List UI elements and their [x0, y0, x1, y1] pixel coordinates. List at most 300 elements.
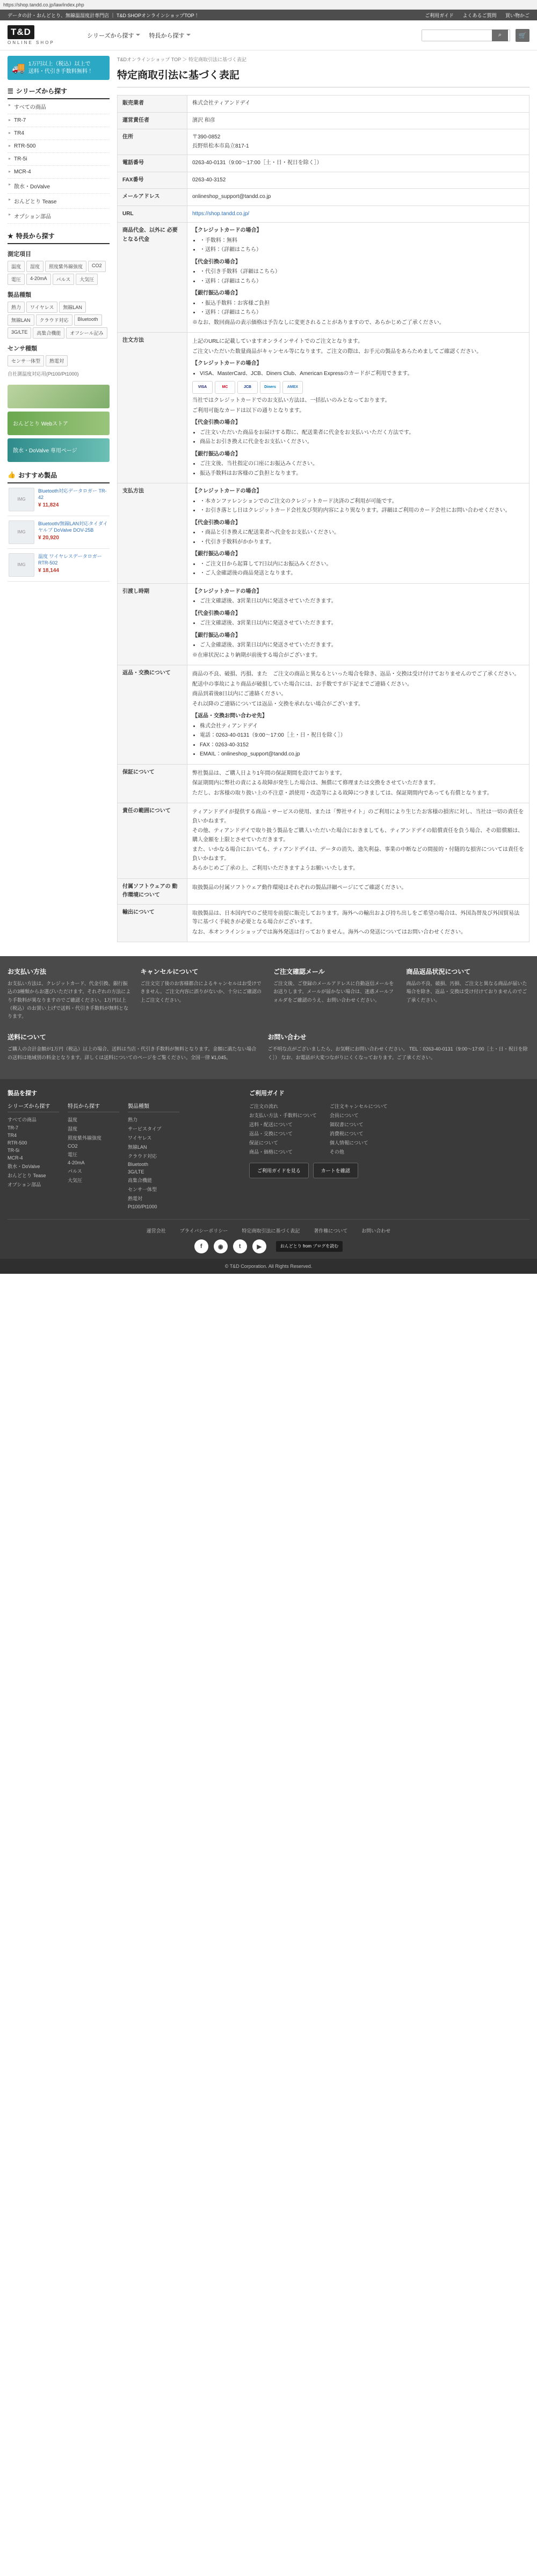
card-visa-icon: VISA	[192, 381, 213, 394]
table-row	[118, 112, 529, 129]
footer-link-legal[interactable]: 特定商取引法に基づく表記	[242, 1228, 300, 1234]
footer-link-privacy-policy[interactable]: プライバシーポリシー	[179, 1228, 228, 1234]
product-price: ¥ 11,824	[38, 502, 59, 508]
list-item[interactable]	[8, 549, 110, 582]
section-list	[200, 722, 524, 759]
section-heading: 【代金引換の場合】	[192, 610, 241, 617]
row-label: 付属ソフトウェアの 動作環境について	[118, 878, 187, 904]
guide-link-payment[interactable]: お支払い方法・手数料について	[249, 1113, 317, 1119]
list-item: • ・代引き手数料（詳細はこちら）	[200, 268, 524, 277]
list-item[interactable]	[8, 483, 110, 516]
chip-pressure[interactable]: 大気圧	[76, 274, 98, 285]
nav-item-features[interactable]: 特長から探す	[143, 28, 194, 43]
utility-bar	[0, 10, 537, 20]
info-col-cancel	[141, 967, 264, 1025]
row-value	[187, 223, 529, 333]
sidebar-item-tr4[interactable]: ▸ TR4	[8, 127, 110, 140]
list-item: • FAX：0263-40-3152	[200, 741, 524, 750]
list-item: • VISA、MasterCard、JCB、Diners Club、American Expressのカードがご利用できます。	[200, 370, 524, 379]
site-logo[interactable]	[8, 25, 72, 45]
value-paragraph: なお、本オンラインショップでは海外発送は行っておりません。海外への発送についてはお問い合わせください。	[192, 929, 466, 935]
utility-link-guide[interactable]: ご利用ガイド	[425, 12, 454, 18]
feature-chips-type	[8, 302, 110, 339]
footer-top	[8, 1089, 529, 1210]
promo-text	[28, 61, 93, 75]
sidebar-series-list	[8, 99, 110, 224]
chip-humidity[interactable]: 湿度	[26, 261, 43, 272]
footer-guide	[249, 1089, 529, 1210]
info-cols-row1	[8, 967, 529, 1025]
footer-link-wlan[interactable]: 無線LAN	[128, 1144, 147, 1150]
product-name[interactable]: Bluetooth/無線LAN対応タイダイヤルブ DoValve DOV-25B	[38, 520, 108, 533]
footer-link-mcr4[interactable]: MCR-4	[8, 1155, 23, 1161]
value-paragraph: 上記のURLに記載していますオンラインサイトでのご注文となります。	[192, 339, 364, 344]
sidebar-banner-dovalve-label: 散水・DoValve 専用ページ	[13, 448, 77, 454]
table-row	[118, 333, 529, 483]
section-list	[200, 619, 524, 628]
info-body-shipping: ご購入の合計金額が1万円（税込）以上の場合、送料は当店・代引き手数料が無料となります。金額に満たない場合の送料は地域別の料金となります。詳しくは送料についてのページをご覧ください。全国一律 ¥1,045。	[8, 1046, 257, 1060]
row-value	[187, 803, 529, 879]
table-row	[118, 155, 529, 172]
value-paragraph: ご利用可能なカードは以下の通りとなります。	[192, 407, 305, 414]
footer-col-types-list	[128, 1115, 179, 1210]
sidebar-item-tr7[interactable]: ▸ TR-7	[8, 114, 110, 127]
section-heading: 【銀行振込の場合】	[192, 451, 241, 457]
legal-table	[117, 95, 529, 942]
nav-item-series[interactable]: シリーズから探す	[82, 28, 143, 43]
feature-chips-sensor	[8, 355, 110, 366]
list-item: • ・お引き落とし日はクレジットカード会社及び契約内容により異なります。詳細はご利用のカード会社にお問い合わせください。	[200, 507, 524, 516]
section-list	[200, 560, 524, 578]
chip-thermal[interactable]: 熱力	[8, 302, 25, 313]
value-paragraph: 商品到着後8日以内にご連絡ください。	[192, 691, 287, 697]
footer-link-rtr500[interactable]: RTR-500	[8, 1140, 27, 1146]
row-label: メールアドレス	[118, 189, 187, 206]
section-heading: 【代金引換の場合】	[192, 519, 241, 526]
copyright: © T&D Corporation. All Rights Reserved.	[0, 1259, 537, 1274]
value-text: 0263-40-0131（9:00～17:00［土・日・祝日を除く］）	[192, 160, 322, 166]
chip-3glte[interactable]: 3G/LTE	[8, 327, 31, 339]
main-nav	[82, 28, 194, 43]
info-body-cancel: ご注文完了後のお客様都合によるキャンセルはお受けできません。ご注文内容に誤りがないか、十分にご確認の上ご注文ください。	[140, 981, 262, 1003]
info-title-payment: お支払い方法	[8, 968, 47, 975]
row-label: FAX番号	[118, 172, 187, 189]
list-item: • ・ご入金確認後の商品発送となります。	[200, 569, 524, 578]
row-value	[187, 904, 529, 942]
value-paragraph: 商品の不良、破損、汚損、また ご注文の商品と異なるといった場合を除き、返品・交換は受け付けておりませんのでご了承ください。	[192, 671, 520, 677]
row-value	[187, 172, 529, 189]
social-links	[8, 1239, 529, 1259]
info-title-cancel: キャンセルについて	[140, 968, 199, 975]
footer-link-cloud[interactable]: クラウド対応	[128, 1154, 157, 1159]
section-list	[200, 268, 524, 286]
row-value	[187, 583, 529, 665]
sidebar-item-all[interactable]: ▸ すべての商品	[8, 99, 110, 114]
sidebar-banner-dovalve[interactable]	[8, 438, 110, 462]
guide-link-products[interactable]: 商品・価格について	[249, 1149, 293, 1155]
star-icon: ★	[8, 232, 13, 240]
info-col-shipping	[8, 1032, 258, 1066]
row-value	[187, 129, 529, 155]
info-strip	[0, 956, 537, 1079]
product-info	[38, 520, 108, 544]
sidebar-recommend-heading	[8, 471, 110, 483]
sidebar-item-mcr4[interactable]: ▸ MCR-4	[8, 166, 110, 179]
value-paragraph: また、いかなる場合においても、ティアンドデイは、データの消失、逸失利益、事業の中断などの間接的・付随的な損害については責任を負いかねます。	[192, 847, 524, 862]
chip-highcap[interactable]: 高集合機能	[33, 327, 64, 339]
guide-link-cancel[interactable]: ご注文キャンセルについて	[329, 1104, 388, 1110]
page-body	[0, 50, 537, 942]
chip-sensor-integrated[interactable]: センサ一体型	[8, 355, 44, 366]
utility-link-faq[interactable]: よくあるご質問	[462, 12, 497, 18]
chip-cloud[interactable]: クラウド対応	[36, 314, 72, 326]
value-text: 0263-40-3152	[192, 177, 226, 183]
chip-wireless[interactable]: ワイヤレス	[26, 302, 57, 313]
value-paragraph: それ以降のご連絡については返品・交換を承れない場合がございます。	[192, 701, 364, 707]
list-item: • 電話：0263-40-0131（9:00～17:00［土・日・祝日を除く］）	[200, 731, 524, 740]
value-link[interactable]: https://shop.tandd.co.jp/	[192, 210, 250, 217]
row-value	[187, 764, 529, 803]
chip-4-20ma[interactable]: 4-20mA	[26, 274, 51, 285]
truck-icon: 🚚	[12, 62, 25, 74]
card-diners-icon: Diners	[260, 381, 280, 394]
footer-col-types	[128, 1102, 179, 1210]
footer-link-tr4[interactable]: TR4	[8, 1133, 17, 1139]
footer-links	[8, 1219, 529, 1239]
product-name[interactable]: Bluetooth対応データロガー TR-42	[38, 488, 107, 500]
footer-link-tr7[interactable]: TR-7	[8, 1125, 18, 1131]
sidebar-features-heading-label: 特長から探す	[16, 232, 55, 240]
guide-link-other[interactable]: その他	[329, 1149, 344, 1155]
chip-bluetooth[interactable]: Bluetooth	[74, 314, 102, 326]
instagram-icon[interactable]: ◉	[214, 1239, 228, 1253]
sidebar-features-heading	[8, 231, 110, 244]
view-guide-button[interactable]: ご利用ガイドを見る	[249, 1163, 309, 1178]
section-heading: 【銀行振込の場合】	[192, 632, 241, 639]
sidebar-recommend-heading-label: おすすめ製品	[18, 471, 57, 479]
footer-link-bluetooth[interactable]: Bluetooth	[128, 1162, 149, 1168]
footer-guide-col2	[330, 1102, 388, 1156]
info-col-return	[407, 967, 530, 1025]
footer-guide-heading: ご利用ガイド	[249, 1090, 285, 1097]
info-title-return: 商品返品状況について	[406, 968, 471, 975]
value-paragraph: ※なお、数回商品の表示価格は予告なしに変更されることがありますので、あらかじめご了承ください。	[192, 319, 445, 326]
footer-products-heading: 製品を探す	[8, 1090, 37, 1097]
row-label: 販売業者	[118, 96, 187, 113]
row-value	[187, 483, 529, 584]
footer-link-dovalve[interactable]: 散水・DoValve	[8, 1164, 40, 1170]
sidebar-series-heading	[8, 86, 110, 99]
footer-link-all[interactable]: すべての商品	[8, 1117, 37, 1123]
footer-guide-col1	[249, 1102, 317, 1156]
footer-link-contact[interactable]: お問い合わせ	[361, 1228, 391, 1234]
list-item: • ご注文確認後、3営業日以内に発送させていただきます。	[200, 597, 524, 606]
row-label: 注文方法	[118, 333, 187, 483]
guide-link-returns[interactable]: 返品・交換について	[249, 1131, 293, 1137]
section-heading: 【銀行振込の場合】	[192, 551, 241, 557]
info-body-contact: ご不明な点がございましたら、お気軽にお問い合わせください。 TEL：0263-40-0131（9:00～17:00［土・日・祝日を除く］） なお、お電話が大変つながりにくくなっております。ご了承ください。	[267, 1046, 528, 1060]
section-heading: 【代金引換の場合】	[192, 420, 241, 425]
section-list	[200, 370, 524, 379]
footer-link-wireless[interactable]: ワイヤレス	[128, 1135, 152, 1141]
footer-link-co2[interactable]: CO2	[68, 1143, 78, 1149]
card-mc-icon: MC	[215, 381, 235, 394]
card-amex-icon: AMEX	[282, 381, 303, 394]
table-row	[118, 96, 529, 113]
row-label: URL	[118, 206, 187, 223]
footer-link-copyright-notice[interactable]: 著作権について	[314, 1228, 348, 1234]
product-price: ¥ 20,920	[38, 534, 59, 541]
list-item: • ご注文後、当社指定の口座にお振込みください。	[200, 460, 524, 469]
feature-group-title-2: センサ種類	[8, 346, 37, 352]
info-body-payment: お支払い方法は、クレジットカード、代金引換、銀行振込の3種類からお選びいただけます。それぞれの方法により手数料が異なりますのでご確認ください。1万円以上（税込）のお買い上げで送料・代引き手数料が無料となります。	[8, 981, 131, 1019]
sidebar-item-rtr500[interactable]: ▸ RTR-500	[8, 140, 110, 153]
footer-product-columns	[8, 1102, 238, 1210]
value-paragraph: 弊社製品は、ご購入日より1年間の保証期間を設けております。	[192, 770, 345, 776]
value-paragraph: ただし、お客様の取り扱い上の不注意・誤使用・改造等による故障につきましては、保証期間内であっても有償となります。	[192, 790, 492, 796]
footer-link-pulse[interactable]: パルス	[68, 1169, 82, 1175]
value-paragraph: 当社ではクレジットカードでのお支払い方法は、一括払いのみとなっております。	[192, 398, 390, 403]
footer-link-company[interactable]: 運営会社	[146, 1228, 166, 1234]
guide-link-warranty[interactable]: 保証について	[249, 1140, 278, 1146]
footer-col-types-heading: 製品種類	[128, 1102, 179, 1112]
table-row	[118, 189, 529, 206]
search-box[interactable]	[422, 30, 510, 41]
breadcrumb: T&Dオンラインショップ TOP ＞ 特定商取引法に基づく表記	[117, 57, 247, 62]
list-item: • EMAIL：onlineshop_support@tandd.co.jp	[200, 750, 524, 759]
promo-banner[interactable]	[8, 56, 110, 80]
list-item: • 商品とお引き換えに代金をお支払いください。	[200, 438, 524, 447]
row-label: 電話番号	[118, 155, 187, 172]
sidebar-feature-note: 自社測温度対応用(Pt100/Pt1000)	[8, 371, 79, 377]
list-icon: ☰	[8, 87, 13, 95]
utility-right	[417, 12, 529, 19]
list-item: • ご注文いただいた商品をお届けする際に、配送業者に代金をお支払いいただく方法です。	[200, 429, 524, 438]
list-item: • 株式会社ティアンドデイ	[200, 722, 524, 731]
list-item: • ・本カンファレンションでのご注文のクレジットカード決済のご利用が可能です。	[200, 497, 524, 507]
facebook-icon[interactable]: f	[194, 1239, 208, 1253]
footer-products	[8, 1089, 238, 1210]
logo-mark: T&D	[8, 25, 34, 39]
product-name[interactable]: 温度 ワイヤレスデータロガー RTR-502	[38, 553, 102, 566]
table-row	[118, 483, 529, 584]
value-text: 株式会社ティアンドデイ	[192, 100, 251, 106]
promo-line2: 送料・代引き手数料無料！	[28, 68, 93, 75]
page-title: 特定商取引法に基づく表記	[117, 67, 529, 87]
product-info	[38, 488, 108, 511]
row-value	[187, 665, 529, 765]
table-row	[118, 223, 529, 333]
value-line: 長野県松本市島立817-1	[192, 143, 249, 149]
value-paragraph: ご注文いただいた数量商品がキャンセル等になります。ご注文の際は、お手元の製品をあらためましてご確認ください。	[192, 348, 482, 355]
chip-pulse[interactable]: パルス	[53, 274, 75, 285]
chip-temp[interactable]: 温度	[8, 261, 25, 272]
feature-group-title-1: 製品種類	[8, 292, 31, 298]
list-item: • ・ご注文日から起算して7日以内にお振込みください。	[200, 560, 524, 569]
section-heading: 【銀行振込の場合】	[192, 290, 241, 296]
row-value	[187, 206, 529, 223]
twitter-icon[interactable]: t	[233, 1239, 247, 1253]
section-heading: 【クレジットカードの場合】	[192, 361, 262, 366]
table-row	[118, 206, 529, 223]
utility-tagline: データの計・おんどとり、無線温湿度計専門店 ｜ T&D SHOPオンラインショップTOP！	[8, 12, 199, 18]
value-paragraph: 取扱製品は、日本国内でのご使用を前提に販売しております。海外への輸出および持ち出しをご希望の場合は、外国為替及び外国貿易法等に基づく手続きが必要となる場合がございます。	[192, 910, 520, 925]
section-heading: 【クレジットカードの場合】	[192, 588, 262, 595]
site-header	[0, 20, 537, 50]
product-info	[38, 553, 108, 577]
sidebar-item-tr5i[interactable]: ▸ TR-5i	[8, 153, 110, 166]
table-row	[118, 764, 529, 803]
sidebar-banner-ondotori[interactable]	[8, 412, 110, 435]
product-thumbnail: IMG	[9, 553, 34, 577]
thumbsup-icon: 👍	[8, 471, 16, 479]
footer-col-series	[8, 1102, 59, 1210]
footer-col-features	[68, 1102, 119, 1210]
footer-link-tr5i[interactable]: TR-5i	[8, 1148, 19, 1154]
guide-link-member[interactable]: 会員について	[329, 1113, 359, 1119]
footer-link-temp[interactable]: 温度	[68, 1117, 78, 1123]
row-value	[187, 333, 529, 483]
footer-link-sensorint[interactable]: センサ一体型	[128, 1187, 157, 1193]
section-list	[200, 529, 524, 547]
check-cart-button[interactable]: カートを確認	[313, 1163, 358, 1178]
table-row	[118, 878, 529, 904]
list-item: • ご注文確認後、3営業日以内に発送させていただきます。	[200, 619, 524, 628]
browser-url-bar[interactable]	[0, 0, 537, 10]
cart-icon[interactable]: 🛒	[516, 29, 529, 42]
chip-wlan[interactable]: 無線LAN	[59, 302, 86, 313]
guide-link-privacy[interactable]: 個人情報について	[329, 1140, 368, 1146]
table-row	[118, 172, 529, 189]
list-item: • ・振込手数料：お客様ご負担	[200, 299, 524, 309]
footer-link-options[interactable]: オプション部品	[8, 1182, 41, 1188]
table-row	[118, 803, 529, 879]
section-list	[200, 299, 524, 318]
value-paragraph: ※在庫状況により納期が前後する場合がございます。	[192, 652, 321, 658]
footer-col-features-list	[68, 1115, 119, 1185]
footer-link-illum[interactable]: 照度紫外線強度	[68, 1135, 102, 1141]
product-thumbnail: IMG	[9, 488, 34, 511]
value-paragraph: その他、ティアンドデイで取り扱う製品をご購入いただいた場合におきましても、ティアンドデイの賠償責任を負う場合、その賠償額は、購入金額を上限とさせていただきます。	[192, 828, 524, 843]
row-value	[187, 155, 529, 172]
info-col-payment	[8, 967, 131, 1025]
chip-illuminance[interactable]: 照度紫外線強度	[45, 261, 86, 272]
footer-link-pressure[interactable]: 大気圧	[68, 1178, 83, 1184]
sidebar-item-tease[interactable]: ▸ おんどとり Tease	[8, 194, 110, 209]
utility-left	[8, 12, 205, 19]
table-row	[118, 904, 529, 942]
footer-link-thermocouple[interactable]: 熱電対	[128, 1196, 143, 1202]
sidebar-item-dovalve[interactable]: ▸ 散水・DoValve	[8, 179, 110, 194]
table-row	[118, 583, 529, 665]
guide-link-flow[interactable]: ご注文の流れ	[249, 1104, 279, 1110]
feature-chips-measure	[8, 261, 110, 285]
info-cols-row2	[8, 1032, 529, 1066]
row-label: 保証について	[118, 764, 187, 803]
search-icon[interactable]: ⌕	[492, 30, 508, 41]
sidebar-item-options[interactable]: ▸ オプション部品	[8, 209, 110, 224]
sidebar-banner-image[interactable]	[8, 385, 110, 408]
sidebar	[8, 56, 110, 582]
footer-link-pt100[interactable]: Pt100/Pt1000	[128, 1204, 157, 1210]
row-value	[187, 96, 529, 113]
list-item: • ・手数料：無料	[200, 237, 524, 246]
list-item: • ・送料：（詳細はこちら）	[200, 309, 524, 318]
row-label: 返品・交換について	[118, 665, 187, 765]
site-footer	[0, 1079, 537, 1259]
chip-wlan2[interactable]: 無線LAN	[8, 314, 34, 326]
row-value	[187, 189, 529, 206]
section-heading: 【代金引換の場合】	[192, 259, 241, 265]
info-title-contact: お問い合わせ	[267, 1033, 307, 1041]
value-paragraph: 配送中の事故により商品が破損していた場合には、お手数ですが下記までご連絡ください。	[192, 681, 412, 687]
product-thumbnail: IMG	[9, 520, 34, 544]
section-list	[200, 641, 524, 650]
footer-link-servicetype[interactable]: サービスタイプ	[128, 1126, 162, 1132]
search-input[interactable]	[422, 30, 492, 41]
footer-link-voltage[interactable]: 電圧	[68, 1152, 78, 1158]
header-right	[422, 29, 529, 42]
url-text: https://shop.tandd.co.jp/law/index.php	[3, 2, 84, 8]
guide-link-shipping[interactable]: 送料・配送について	[249, 1122, 293, 1128]
credit-card-logos	[192, 381, 524, 394]
utility-link-cart[interactable]: 買い物かご	[505, 12, 529, 18]
footer-col-series-heading: シリーズから探す	[8, 1102, 59, 1112]
guide-link-receipt[interactable]: 領収書について	[329, 1122, 364, 1128]
table-row	[118, 665, 529, 765]
value-paragraph: あらかじめご了承の上、ご利用いただきますようお願いいたします。	[192, 865, 359, 871]
info-body-return: 商品の不良、破損、汚損、ご注文と異なる商品が届いた場合を除き、返品・交換は受け付けておりませんのでご了承ください。	[406, 981, 527, 1003]
row-label: 引渡し時期	[118, 583, 187, 665]
info-title-shipping: 送料について	[8, 1033, 46, 1041]
row-label: 支払方法	[118, 483, 187, 584]
info-title-mail: ご注文確認メール	[273, 968, 325, 975]
footer-link-3glte[interactable]: 3G/LTE	[128, 1169, 144, 1175]
section-list	[200, 237, 524, 255]
section-heading: 【クレジットカードの場合】	[192, 488, 262, 494]
youtube-icon[interactable]: ▶	[252, 1239, 266, 1253]
list-item: • 振込手数料はお客様のご負担となります。	[200, 469, 524, 479]
footer-link-420ma[interactable]: 4-20mA	[68, 1160, 85, 1166]
chip-offseal[interactable]: オフシール記み	[66, 327, 107, 339]
info-col-mail	[273, 967, 397, 1025]
list-item: • ・代引き手数料がかかります。	[200, 538, 524, 547]
footer-link-thermal[interactable]: 熱力	[128, 1117, 138, 1123]
footer-guide-columns	[249, 1102, 529, 1156]
chip-thermocouple[interactable]: 熱電対	[46, 355, 68, 366]
guide-link-tax[interactable]: 消費税について	[329, 1131, 364, 1137]
chip-voltage[interactable]: 電圧	[8, 274, 25, 285]
footer-link-humid[interactable]: 湿度	[68, 1126, 78, 1132]
promo-line1: 1万円以上（税込）以上で	[28, 61, 91, 67]
list-item: • ・送料：（詳細はこちら）	[200, 277, 524, 287]
list-item[interactable]	[8, 516, 110, 549]
footer-link-highcap[interactable]: 高集合機能	[128, 1178, 153, 1184]
row-label: 輸出について	[118, 904, 187, 942]
info-col-contact	[268, 1032, 529, 1066]
chip-co2[interactable]: CO2	[88, 261, 106, 272]
row-label: 商品代金、以外に 必要となる代金	[118, 223, 187, 333]
footer-col-features-heading: 特長から探す	[68, 1102, 119, 1112]
blog-badge[interactable]: おんどとり from ブログを読む	[276, 1241, 343, 1252]
footer-link-tease[interactable]: おんどとり Tease	[8, 1173, 46, 1179]
row-label: 住所	[118, 129, 187, 155]
section-list	[200, 497, 524, 516]
footer-col-series-list	[8, 1115, 59, 1189]
list-item: • ご入金確認後、3営業日以内に発送させていただきます。	[200, 641, 524, 650]
section-list	[200, 460, 524, 478]
row-value	[187, 878, 529, 904]
